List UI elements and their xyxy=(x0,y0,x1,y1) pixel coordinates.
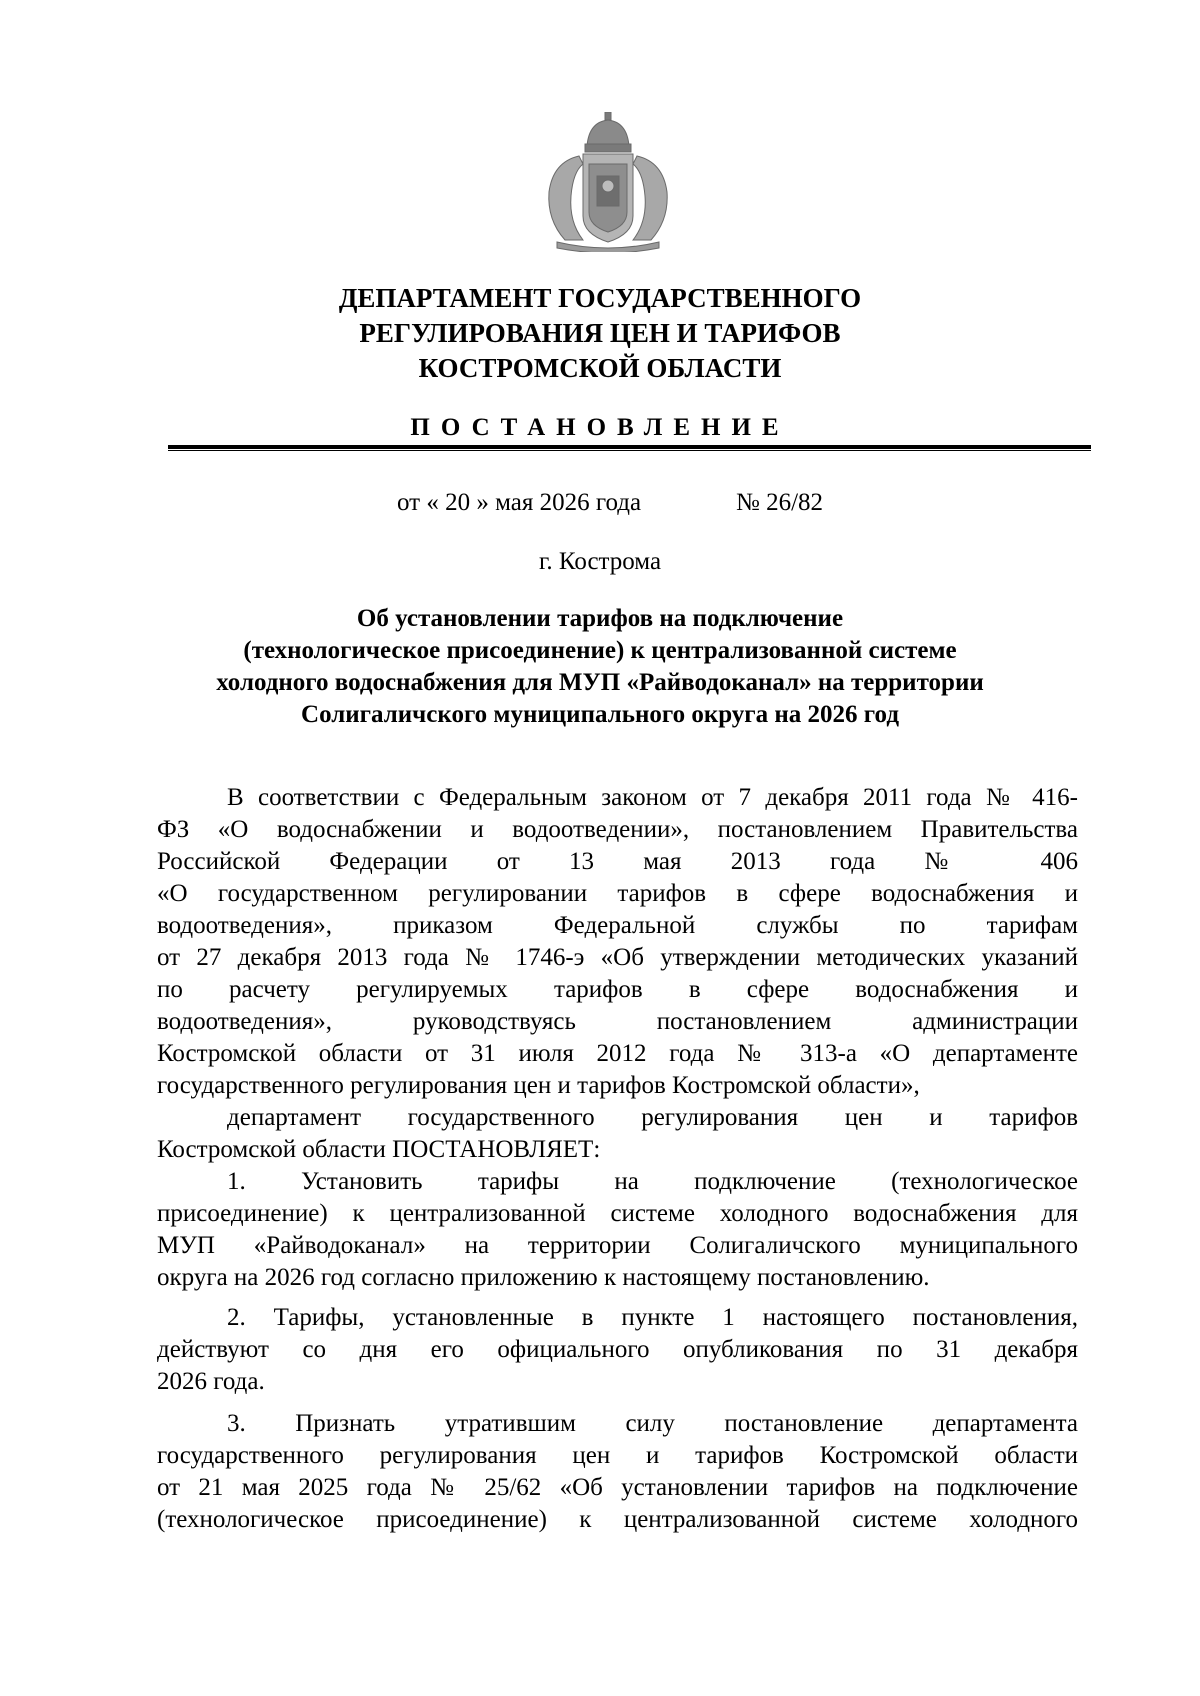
item-3-line: (технологическое присоединение) к централизованной системе холодного xyxy=(157,1506,1078,1533)
document-city: г. Кострома xyxy=(538,548,662,575)
department-line-2: РЕГУЛИРОВАНИЯ ЦЕН И ТАРИФОВ xyxy=(359,318,841,348)
preamble-line: государственного регулирования цен и тарифов Костромской области», xyxy=(157,1072,920,1099)
item-1-line: округа на 2026 год согласно приложению к настоящему постановлению. xyxy=(157,1264,930,1291)
preamble-line: Российской Федерации от 13 мая 2013 года № 406 xyxy=(157,848,1078,875)
department-name xyxy=(0,281,1200,386)
document-number: № 26/82 xyxy=(736,489,824,516)
item-2-line: действуют со дня его официального опубликования по 31 декабря xyxy=(157,1336,1078,1363)
resolve-line: департамент государственного регулирования цен и тарифов xyxy=(227,1104,1078,1131)
item-3-line: 3. Признать утратившим силу постановление департамента xyxy=(227,1410,1078,1437)
coat-of-arms-emblem xyxy=(539,112,699,252)
item-1-line: присоединение) к централизованной системе холодного водоснабжения для xyxy=(157,1200,1078,1227)
item-2-line: 2. Тарифы, установленные в пункте 1 настоящего постановления, xyxy=(227,1304,1078,1331)
document-title xyxy=(0,603,1200,731)
preamble-line: водоотведения», приказом Федеральной службы по тарифам xyxy=(157,912,1078,939)
item-2-paragraph xyxy=(157,1302,1078,1398)
title-line-1: Об установлении тарифов на подключение xyxy=(356,605,844,632)
preamble-line: «О государственном регулировании тарифов в сфере водоснабжения и xyxy=(157,880,1078,907)
department-line-3: КОСТРОМСКОЙ ОБЛАСТИ xyxy=(418,353,782,383)
item-3-paragraph xyxy=(157,1408,1078,1536)
item-2-line: 2026 года. xyxy=(157,1368,265,1395)
preamble-line: Костромской области от 31 июля 2012 года № 313-а «О департаменте xyxy=(157,1040,1078,1067)
item-1-paragraph xyxy=(157,1166,1078,1294)
title-line-3: холодного водоснабжения для МУП «Райводоканал» на территории xyxy=(216,669,984,696)
header-rule xyxy=(168,445,1091,451)
preamble-line: водоотведения», руководствуясь постановлением администрации xyxy=(157,1008,1078,1035)
resolve-paragraph xyxy=(157,1102,1078,1166)
document-type-heading: ПОСТАНОВЛЕНИЕ xyxy=(410,414,790,441)
item-1-line: 1. Установить тарифы на подключение (технологическое xyxy=(227,1168,1078,1195)
document-date: от « 20 » мая 2026 года xyxy=(397,489,642,516)
document-body xyxy=(157,782,1078,1536)
item-3-line: государственного регулирования цен и тарифов Костромской области xyxy=(157,1442,1078,1469)
preamble-line: по расчету регулируемых тарифов в сфере водоснабжения и xyxy=(157,976,1078,1003)
title-line-4: Солигаличского муниципального округа на 2026 год xyxy=(301,701,899,728)
item-1-line: МУП «Райводоканал» на территории Солигаличского муниципального xyxy=(157,1232,1078,1259)
preamble-line: от 27 декабря 2013 года № 1746-э «Об утверждении методических указаний xyxy=(157,944,1078,971)
department-line-1: ДЕПАРТАМЕНТ ГОСУДАРСТВЕННОГО xyxy=(338,283,862,313)
item-3-line: от 21 мая 2025 года № 25/62 «Об установлении тарифов на подключение xyxy=(157,1474,1078,1501)
preamble-line: В соответствии с Федеральным законом от 7 декабря 2011 года № 416- xyxy=(227,784,1078,811)
preamble-paragraph xyxy=(157,782,1078,1102)
preamble-line: ФЗ «О водоснабжении и водоотведении», постановлением Правительства xyxy=(157,816,1078,843)
title-line-2: (технологическое присоединение) к централизованной системе xyxy=(243,637,957,664)
resolve-line: Костромской области ПОСТАНОВЛЯЕТ: xyxy=(157,1136,601,1163)
